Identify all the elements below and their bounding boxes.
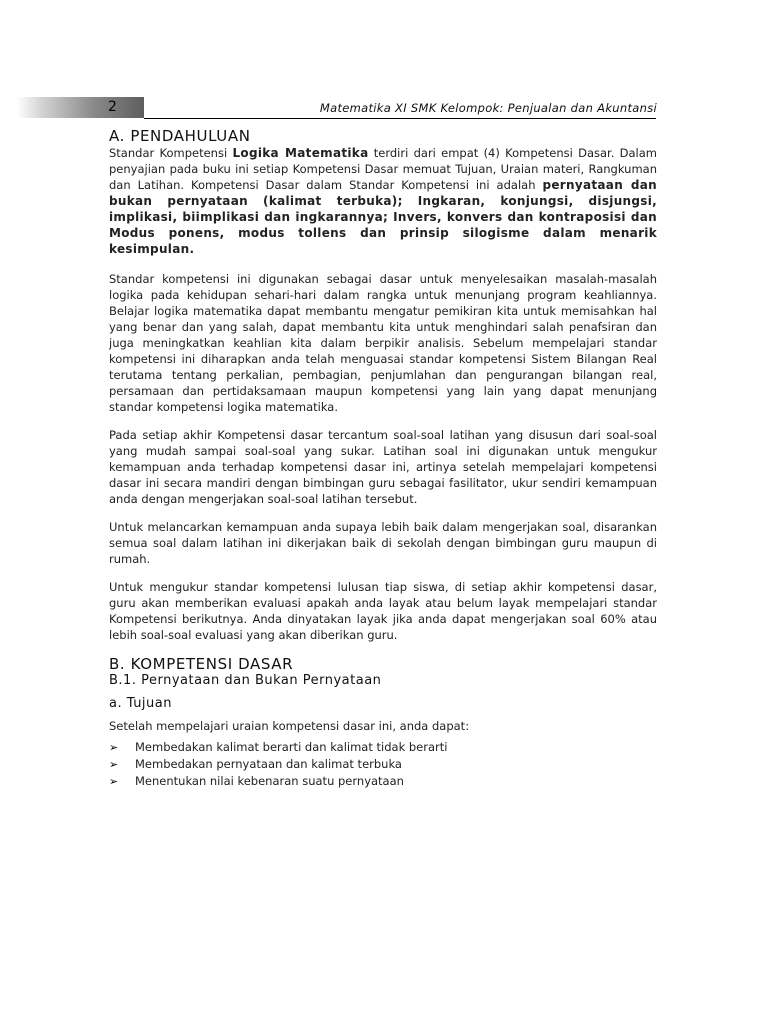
intro-text-1: Standar Kompetensi <box>109 146 233 160</box>
page-content <box>109 127 657 790</box>
paragraph-standar-kompetensi: Standar kompetensi ini digunakan sebagai dasar untuk menyelesaikan masalah-masalah logika pada kehidupan sehari-hari dalam rangka untuk menunjang program keahliannya. Belajar logika matematika dapat membantu mengatur pemikiran kita untuk memisahkan hal yang benar dan yang salah, dapat membantu kita untuk menghindari salah penafsiran dan juga meningkatkan keahlian kita dalam berpikir analisis. Sebelum mempelajari standar kompetensi ini diharapkan anda telah menguasai standar kompetensi Sistem Bilangan Real terutama tentang perkalian, pembagian, penjumlahan dan pengurangan bilangan real, persamaan dan pertidaksamaan maupun kompetensi yang lain yang dapat menunjang standar kompetensi logika matematika. <box>109 272 657 414</box>
header-rule <box>144 118 656 119</box>
section-a-title: A. PENDAHULUAN <box>109 127 251 145</box>
intro-emphasis-kompetensi: pernyataan dan bukan pernyataan (kalimat terbuka); Ingkaran, konjungsi, disjungsi, implikasi, biimplikasi dan ingkarannya; Invers, konvers dan kontraposisi dan Modus ponens, modus tollens dan prinsip silogisme dalam menarik kesimpulan. <box>109 178 657 256</box>
goal-text: Membedakan pernyataan dan kalimat terbuka <box>135 757 402 771</box>
intro-paragraph <box>109 145 657 257</box>
goals-list <box>109 739 657 790</box>
intro-emphasis-logika: Logika Matematika <box>232 146 369 160</box>
running-header-title: Matematika XI SMK Kelompok: Penjualan dan Akuntansi <box>319 101 657 115</box>
arrow-bullet-icon: ➢ <box>109 758 119 771</box>
header-gradient-bar <box>17 97 144 118</box>
goal-text: Membedakan kalimat berarti dan kalimat tidak berarti <box>135 740 448 754</box>
page-number: 2 <box>108 99 117 115</box>
subsection-title: B.1. Pernyataan dan Bukan Pernyataan <box>109 673 382 688</box>
tujuan-lead: Setelah mempelajari uraian kompetensi dasar ini, anda dapat: <box>109 719 470 733</box>
arrow-bullet-icon: ➢ <box>109 775 119 788</box>
tujuan-heading: a. Tujuan <box>109 696 172 711</box>
list-item <box>109 773 657 790</box>
list-item <box>109 756 657 773</box>
paragraph-melancarkan: Untuk melancarkan kemampuan anda supaya lebih baik dalam mengerjakan soal, disarankan semua soal dalam latihan ini dikerjakan baik di sekolah dengan bimbingan guru maupun di rumah. <box>109 520 657 566</box>
goal-text: Menentukan nilai kebenaran suatu pernyataan <box>135 774 404 788</box>
section-b-title: B. KOMPETENSI DASAR <box>109 655 294 673</box>
paragraph-latihan: Pada setiap akhir Kompetensi dasar tercantum soal-soal latihan yang disusun dari soal-soal yang mudah sampai soal-soal yang sukar. Latihan soal ini digunakan untuk mengukur kemampuan anda terhadap kompetensi dasar ini, artinya setelah mempelajari kompetensi dasar ini secara mandiri dengan bimbingan guru sebagai fasilitator, ukur sendiri kemampuan anda dengan mengerjakan soal-soal latihan tersebut. <box>109 428 657 506</box>
paragraph-evaluasi: Untuk mengukur standar kompetensi lulusan tiap siswa, di setiap akhir kompetensi dasar, guru akan memberikan evaluasi apakah anda layak atau belum layak mempelajari standar Kompetensi berikutnya. Anda dinyatakan layak jika anda dapat mengerjakan soal 60% atau lebih soal-soal evaluasi yang akan diberikan guru. <box>109 580 657 642</box>
list-item <box>109 739 657 756</box>
intro-text-2: terdiri dari empat (4) Kompetensi Dasar. Dalam penyajian pada buku ini setiap Kompetensi Dasar memuat Tujuan, Uraian materi, Rangkuman dan Latihan. Kompetensi Dasar dalam Standar Kompetensi ini adalah <box>109 146 657 192</box>
arrow-bullet-icon: ➢ <box>109 741 119 754</box>
